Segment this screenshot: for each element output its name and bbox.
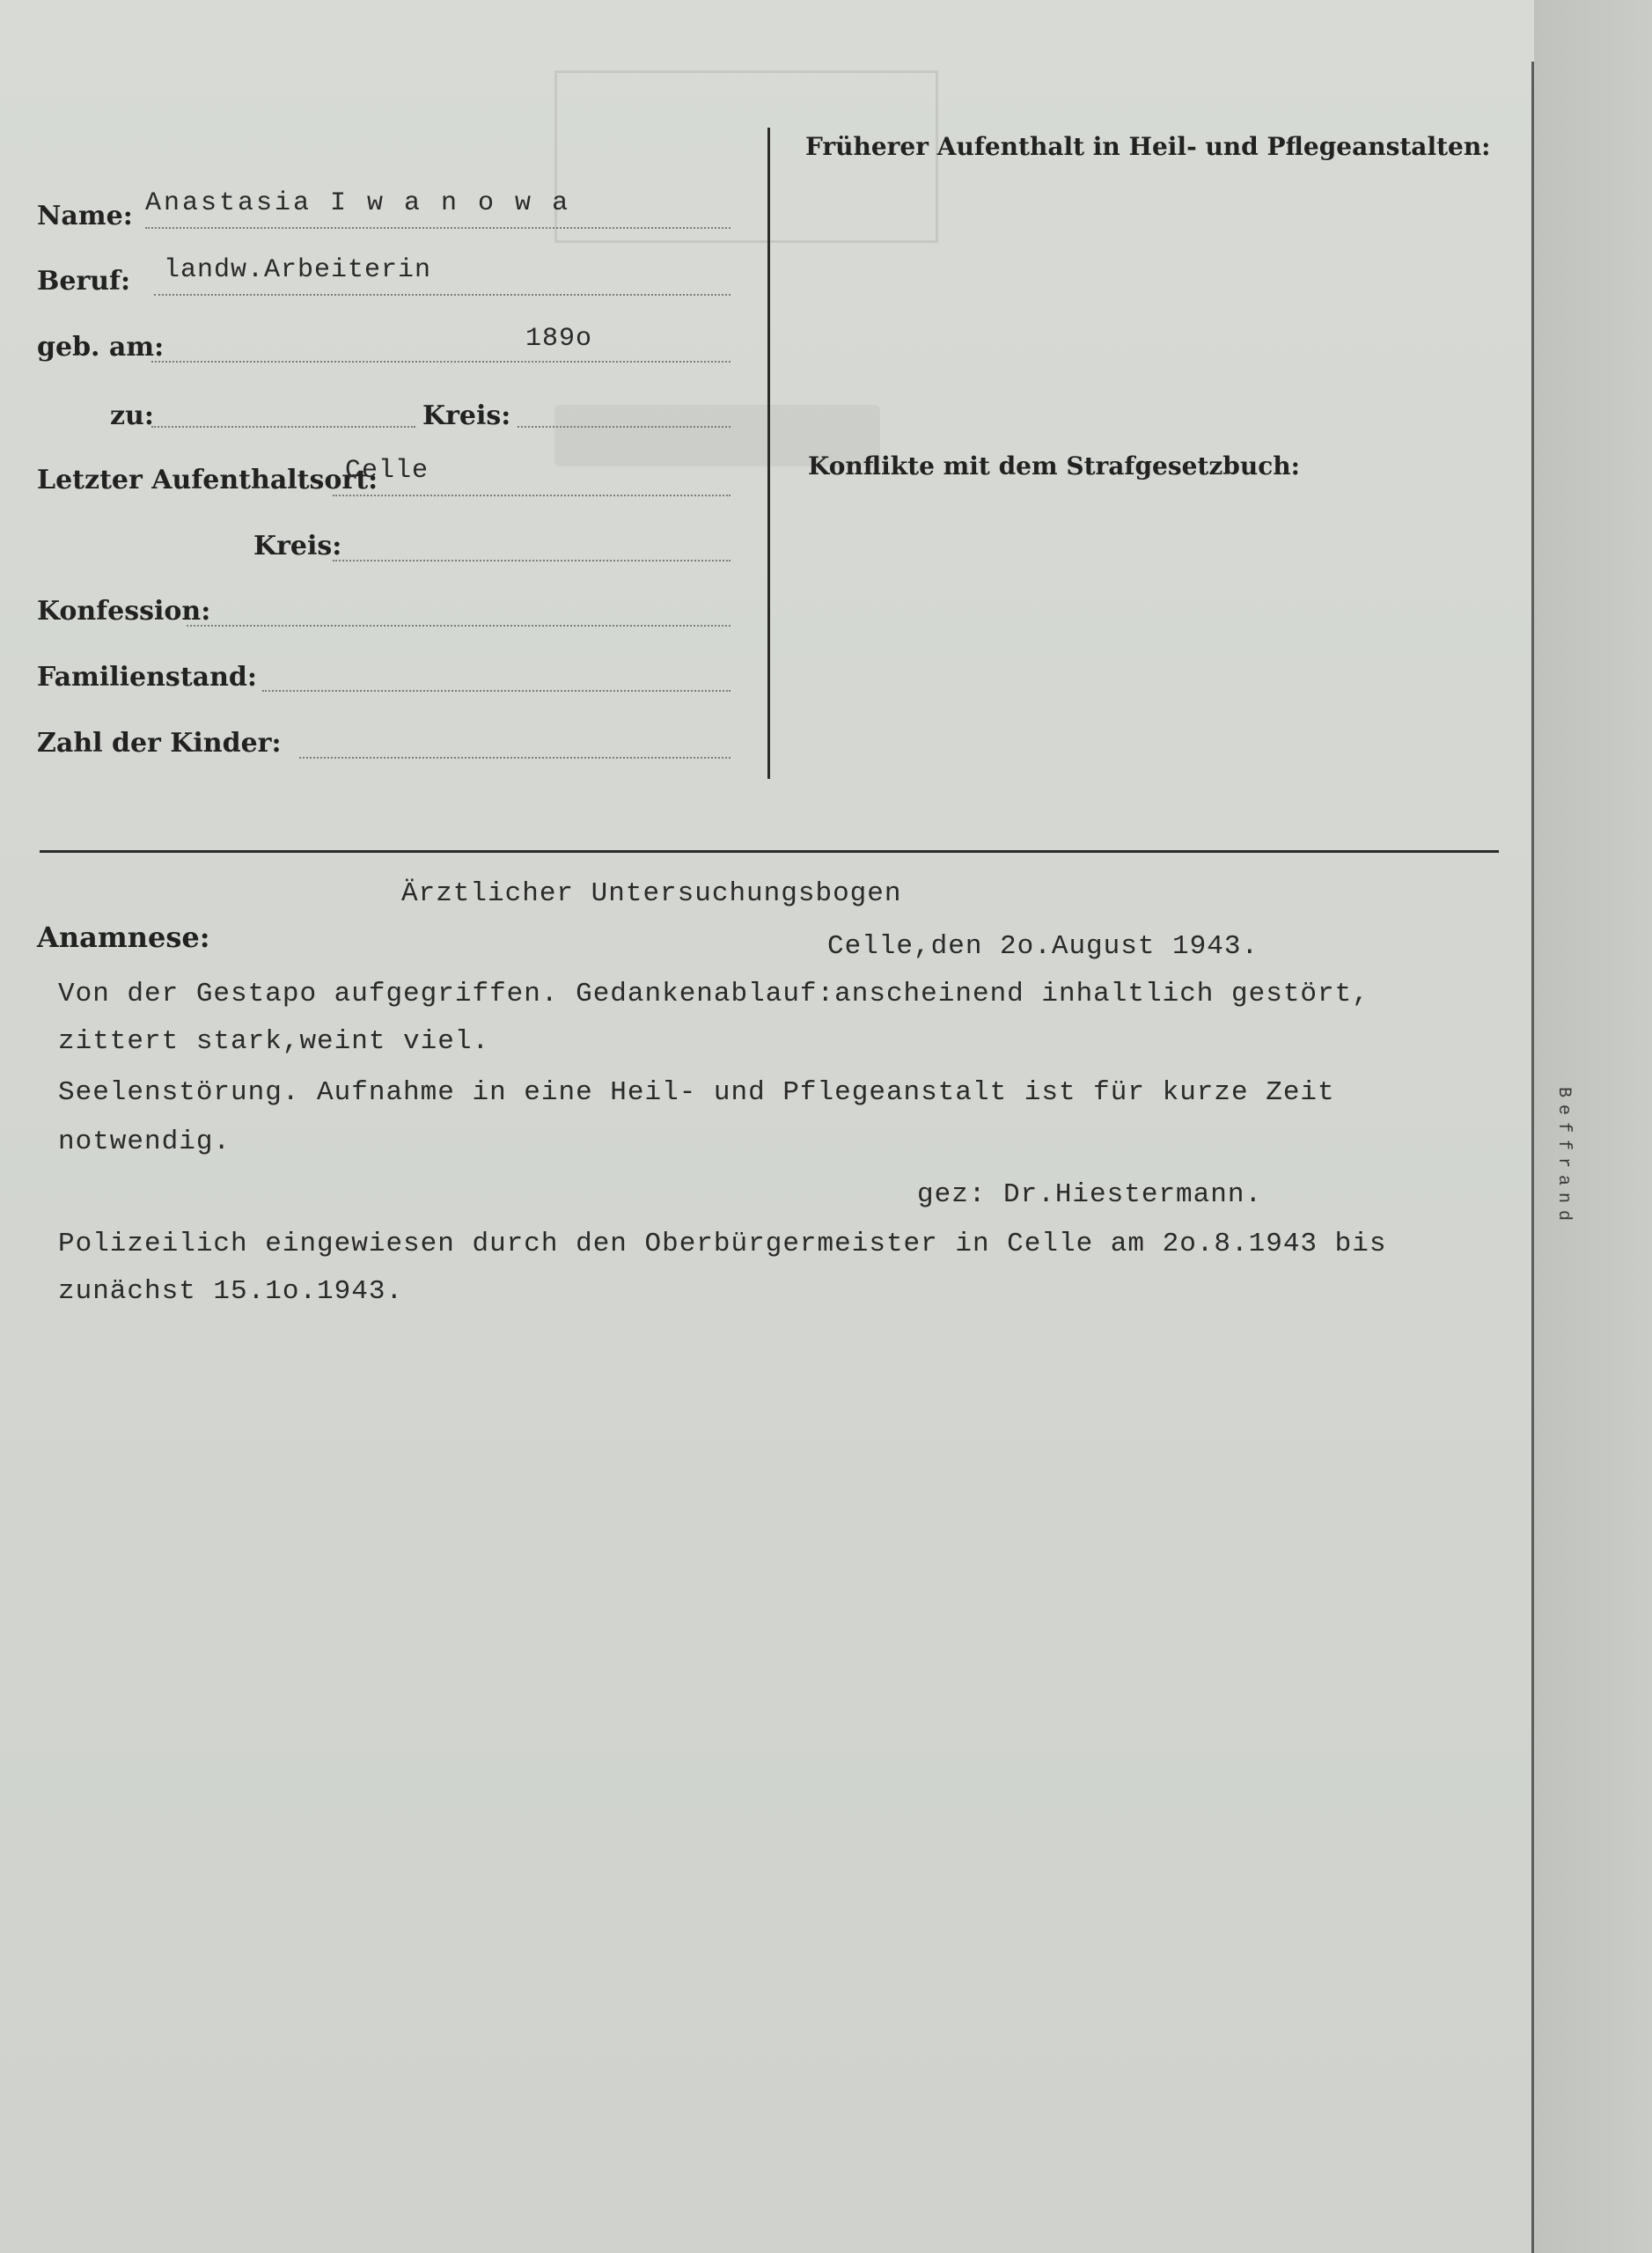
konfession-label: Konfession: (37, 596, 211, 627)
aufenthaltsort-value: Celle (345, 456, 430, 486)
page-right-border (1531, 62, 1534, 2253)
aufenthaltsort-field-line (333, 495, 731, 496)
geb-label: geb. am: (37, 332, 165, 363)
exam-title: Ärztlicher Untersuchungsbogen (401, 878, 902, 909)
geb-value: 189o (525, 324, 593, 354)
geb-field-line (151, 361, 731, 363)
anamnese-line-2: zittert stark,weint viel. (58, 1026, 490, 1057)
anamnese-line-4: notwendig. (58, 1126, 231, 1157)
kreis-label-1: Kreis: (422, 400, 511, 431)
familienstand-field-line (262, 690, 731, 692)
name-label: Name: (37, 201, 133, 231)
place-date: Celle,den 2o.August 1943. (827, 931, 1259, 962)
kreis-label-2: Kreis: (253, 531, 342, 561)
aufenthaltsort-label: Letzter Aufenthaltsort: (37, 465, 378, 495)
zu-field-line (151, 426, 415, 428)
name-field-line (145, 227, 731, 229)
zu-label: zu: (110, 400, 154, 431)
beruf-field-line (154, 294, 731, 296)
konfession-field-line (187, 625, 731, 627)
column-divider (767, 128, 770, 779)
signature: gez: Dr.Hiestermann. (917, 1179, 1263, 1210)
konflikte-label: Konflikte mit dem Strafgesetzbuch: (808, 451, 1300, 481)
familienstand-label: Familienstand: (37, 662, 257, 693)
kreis-field-line-2 (333, 560, 731, 561)
name-value: Anastasia I w a n o w a (145, 188, 571, 218)
anamnese-line-1: Von der Gestapo aufgegriffen. Gedankenablauf:anscheinend inhaltlich gestört, (58, 979, 1369, 1009)
anamnese-label: Anamnese: (37, 921, 210, 954)
police-line-1: Polizeilich eingewiesen durch den Oberbürgermeister in Celle am 2o.8.1943 bis (58, 1229, 1387, 1259)
margin-tag: Beffrand (1553, 1087, 1574, 1229)
anamnese-line-3: Seelenstörung. Aufnahme in eine Heil- und Pflegeanstalt ist für kurze Zeit (58, 1077, 1335, 1108)
police-line-2: zunächst 15.1o.1943. (58, 1276, 404, 1307)
beruf-value: landw.Arbeiterin (164, 255, 432, 285)
beruf-label: Beruf: (37, 266, 131, 297)
kreis-field-line-1 (518, 426, 731, 428)
kinder-field-line (299, 757, 731, 759)
section-divider (40, 850, 1499, 853)
kinder-label: Zahl der Kinder: (37, 728, 282, 759)
anstalten-label: Früherer Aufenthalt in Heil- und Pflegeanstalten: (805, 132, 1491, 161)
